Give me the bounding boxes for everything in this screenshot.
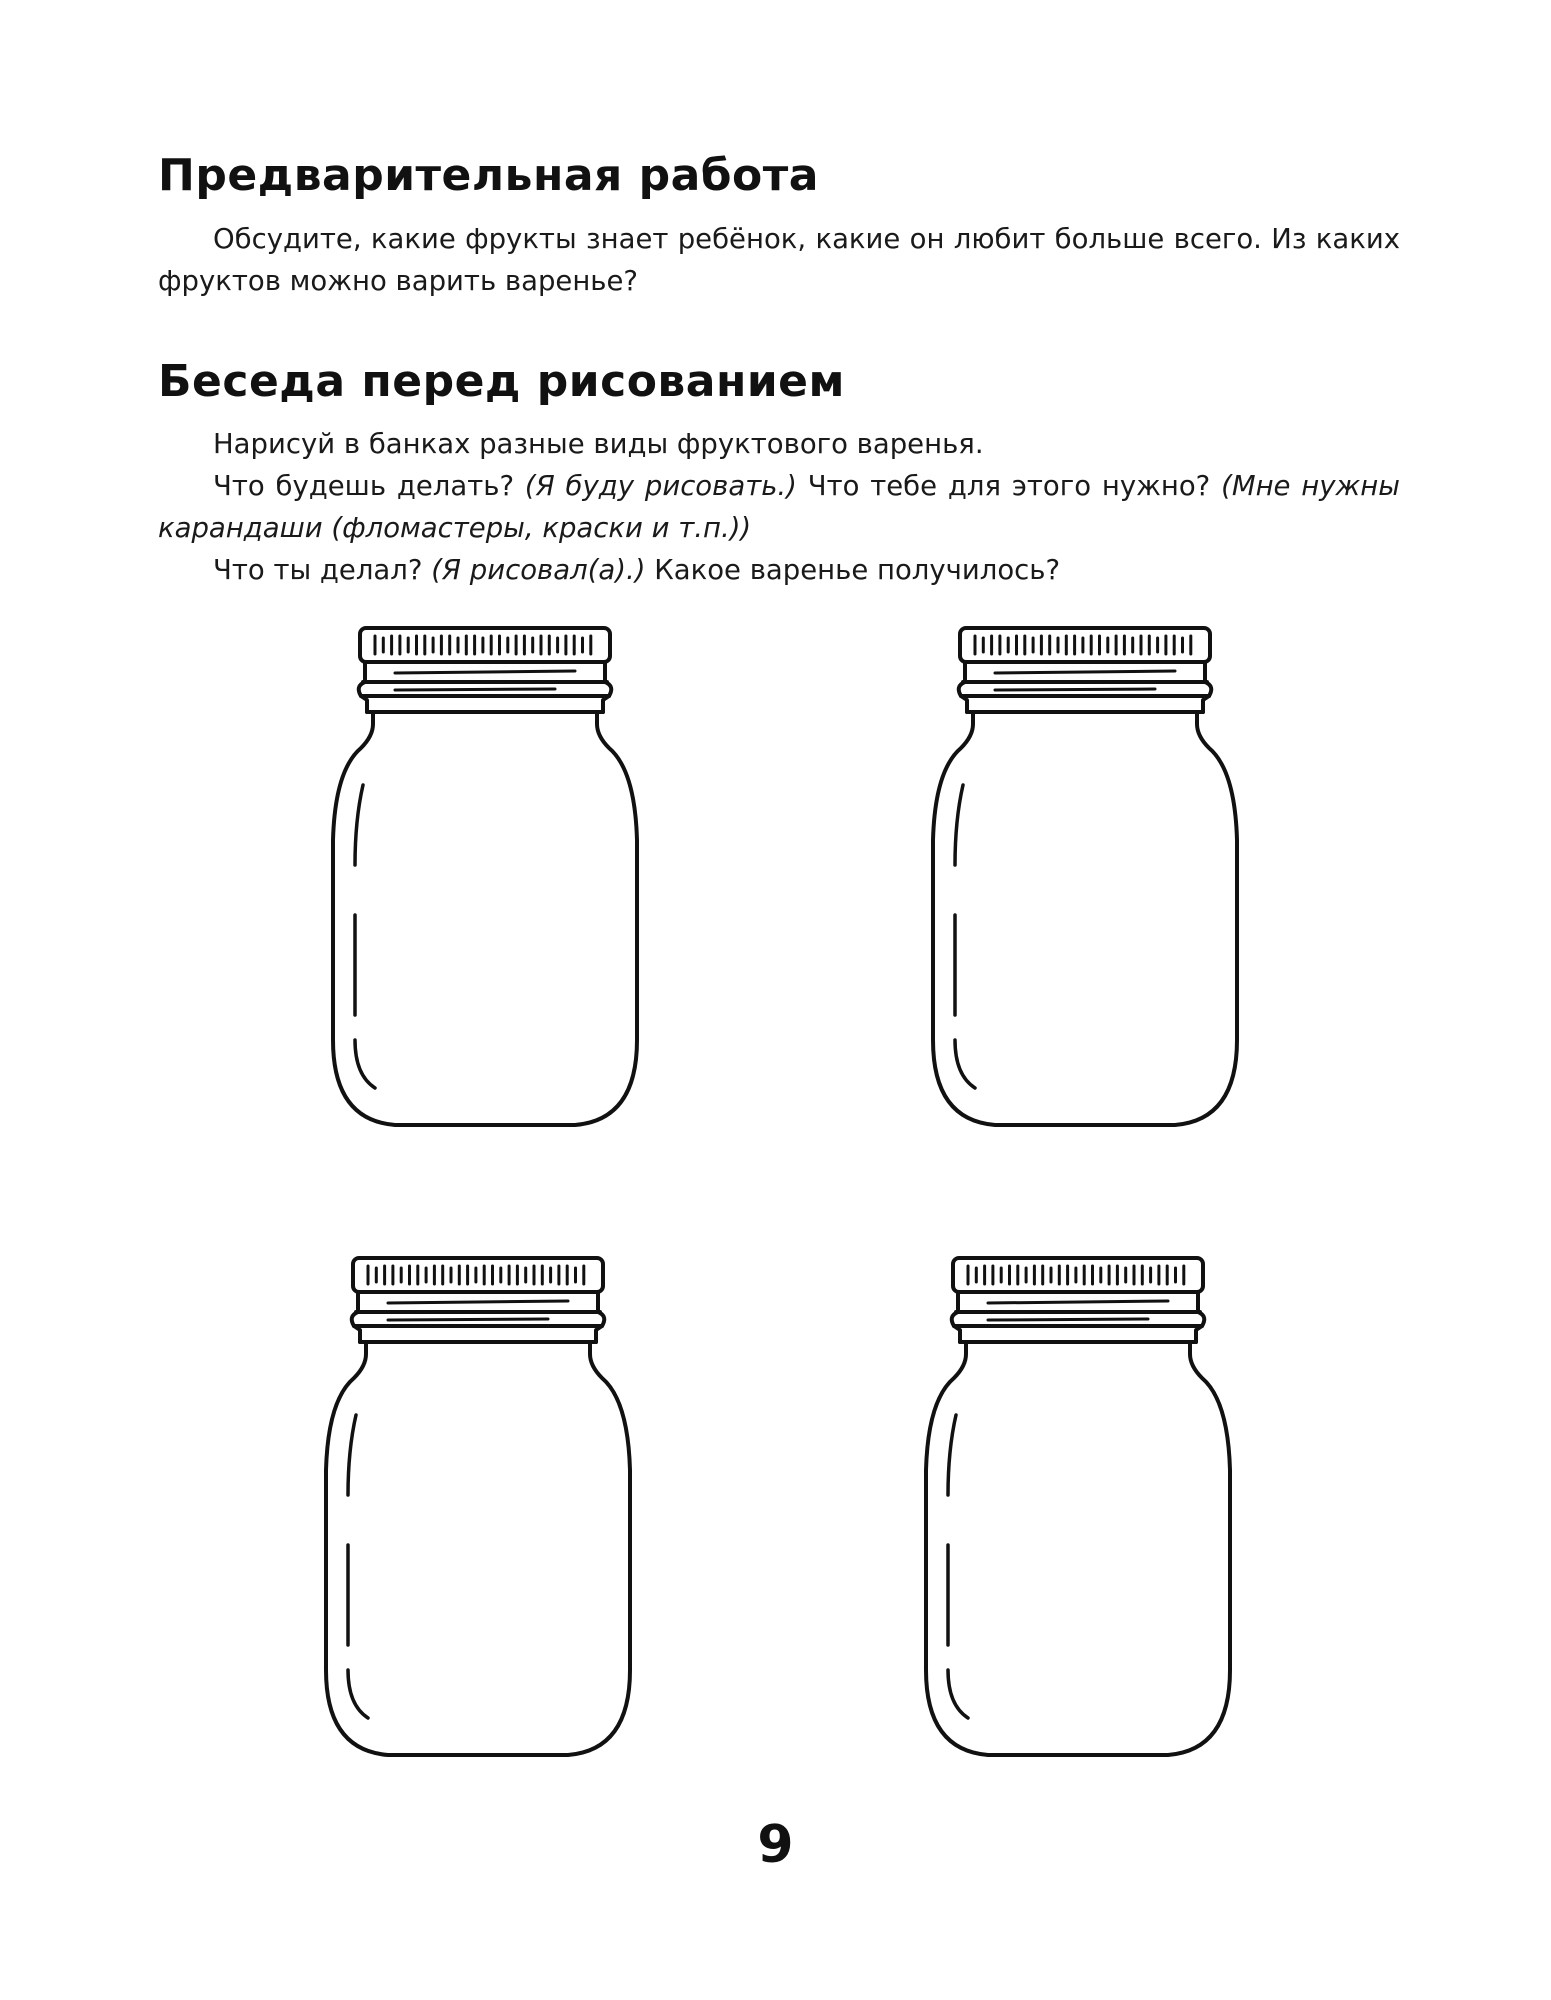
jar-icon: [925, 620, 1245, 1140]
preliminary-text: Обсудите, какие фрукты знает ребёнок, какие он любит больше всего. Из каких фруктов можно варить варенье?: [158, 223, 1400, 297]
drawing-instruction: Нарисуй в банках разные виды фруктового варенья.: [213, 428, 984, 460]
heading-preliminary-work: Предварительная работа: [158, 150, 819, 201]
answer-materials: (Мне нужны карандаши (фломастеры, краски и т.п.)): [158, 470, 1400, 544]
question-what-do-you-need: Что тебе для этого нужно?: [807, 470, 1211, 502]
question-what-jam: Какое варенье получилось?: [654, 554, 1061, 586]
question-what-did-you-do: Что ты делал?: [213, 554, 423, 586]
jar-icon: [318, 1250, 638, 1770]
conversation-question-block: [158, 465, 1400, 549]
jar-icon: [325, 620, 645, 1140]
question-what-will-you-do: Что будешь делать?: [213, 470, 515, 502]
conversation-result-block: [158, 549, 1400, 591]
heading-conversation: Беседа перед рисованием: [158, 356, 845, 407]
answer-i-will-draw: (Я буду рисовать.): [524, 470, 797, 502]
page-number: 9: [757, 1815, 794, 1875]
jar-icon: [918, 1250, 1238, 1770]
answer-i-drew: (Я рисовал(а).): [431, 554, 646, 586]
